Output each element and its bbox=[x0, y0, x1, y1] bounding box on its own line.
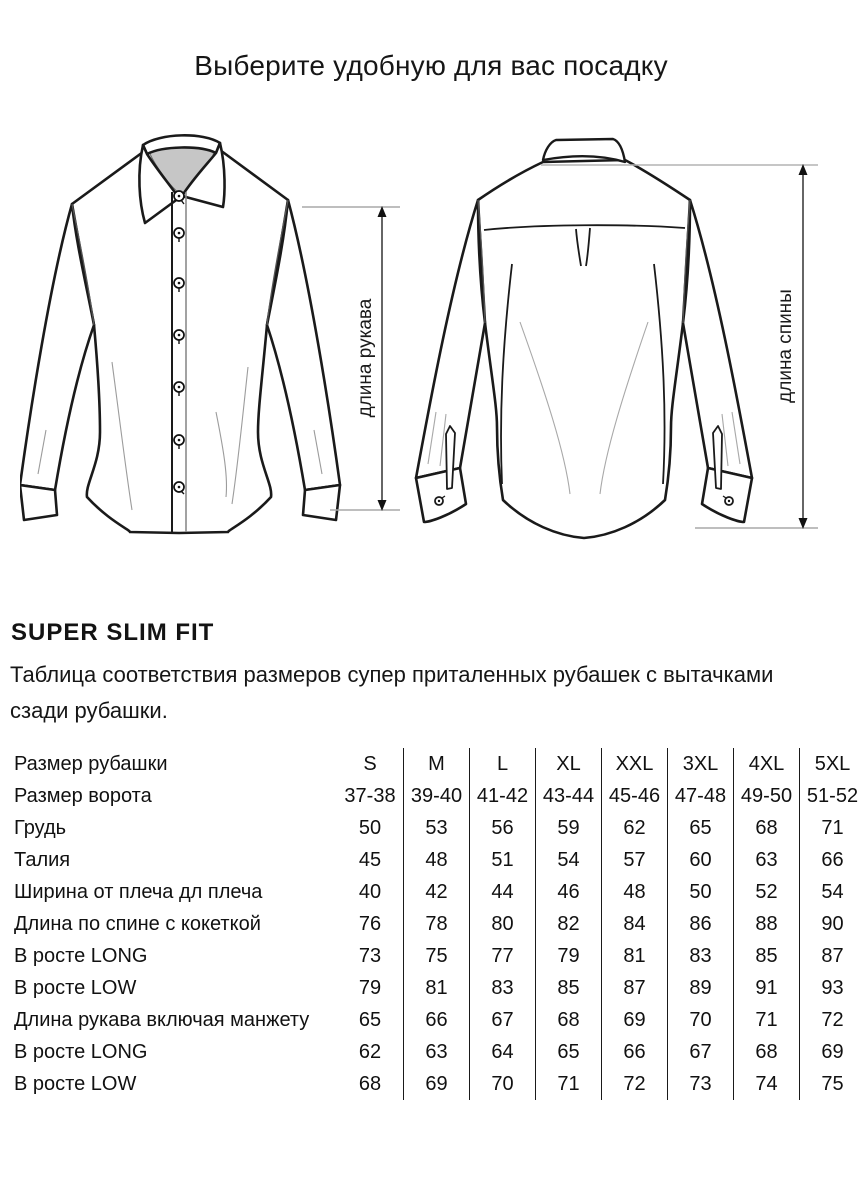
table-row bbox=[0, 748, 862, 780]
size-value: XXL bbox=[601, 748, 667, 780]
size-value: 51-52 bbox=[799, 780, 862, 812]
dimension-annotations bbox=[0, 112, 862, 582]
row-label: В росте LONG bbox=[14, 944, 148, 967]
size-value: 50 bbox=[667, 876, 733, 908]
size-value: 81 bbox=[403, 972, 469, 1004]
size-value: 65 bbox=[358, 1008, 382, 1031]
size-value: 42 bbox=[403, 876, 469, 908]
size-value: 3XL bbox=[667, 748, 733, 780]
size-value: 72 bbox=[601, 1068, 667, 1100]
size-value: 4XL bbox=[733, 748, 799, 780]
size-value: 69 bbox=[799, 1036, 862, 1068]
sleeve-length-arrow bbox=[378, 206, 387, 511]
row-label: Длина рукава включая манжету bbox=[14, 1008, 310, 1031]
size-value: 63 bbox=[403, 1036, 469, 1068]
section-description: Таблица соответствия размеров супер приталенных рубашек с вытачками сзади рубашки. bbox=[10, 662, 774, 723]
size-value: 78 bbox=[403, 908, 469, 940]
size-value: 64 bbox=[469, 1036, 535, 1068]
size-value: 44 bbox=[469, 876, 535, 908]
size-value: 66 bbox=[601, 1036, 667, 1068]
size-value: 50 bbox=[358, 816, 382, 839]
page-title: Выберите удобную для вас посадку bbox=[194, 50, 668, 81]
size-value: M bbox=[403, 748, 469, 780]
size-value: 59 bbox=[535, 812, 601, 844]
size-value: 68 bbox=[358, 1072, 382, 1095]
size-value: 43-44 bbox=[535, 780, 601, 812]
size-value: 52 bbox=[733, 876, 799, 908]
size-value: 40 bbox=[358, 880, 382, 903]
row-label: Длина по спине с кокеткой bbox=[14, 912, 261, 935]
size-value: 70 bbox=[667, 1004, 733, 1036]
size-value: 73 bbox=[358, 944, 382, 967]
size-value: 89 bbox=[667, 972, 733, 1004]
size-value: 80 bbox=[469, 908, 535, 940]
row-label: Талия bbox=[14, 848, 71, 871]
size-value: 86 bbox=[667, 908, 733, 940]
size-value: 91 bbox=[733, 972, 799, 1004]
size-value: 39-40 bbox=[403, 780, 469, 812]
size-value: 90 bbox=[799, 908, 862, 940]
table-row bbox=[0, 908, 862, 940]
size-value: 37-38 bbox=[344, 784, 396, 807]
size-value: 68 bbox=[535, 1004, 601, 1036]
size-value: 51 bbox=[469, 844, 535, 876]
size-value: 72 bbox=[799, 1004, 862, 1036]
table-row bbox=[0, 812, 862, 844]
size-value: 83 bbox=[469, 972, 535, 1004]
size-value: 93 bbox=[799, 972, 862, 1004]
size-value: 81 bbox=[601, 940, 667, 972]
size-value: 65 bbox=[535, 1036, 601, 1068]
size-value: 65 bbox=[667, 812, 733, 844]
size-value: 54 bbox=[535, 844, 601, 876]
size-value: 66 bbox=[799, 844, 862, 876]
size-value: 68 bbox=[733, 812, 799, 844]
size-value: 71 bbox=[733, 1004, 799, 1036]
size-value: 87 bbox=[601, 972, 667, 1004]
table-row bbox=[0, 940, 862, 972]
size-value: 62 bbox=[358, 1040, 382, 1063]
size-value: 84 bbox=[601, 908, 667, 940]
size-value: 63 bbox=[733, 844, 799, 876]
size-value: 87 bbox=[799, 940, 862, 972]
size-value: 85 bbox=[535, 972, 601, 1004]
size-value: 83 bbox=[667, 940, 733, 972]
size-value: 85 bbox=[733, 940, 799, 972]
size-value: 60 bbox=[667, 844, 733, 876]
back-length-arrow bbox=[799, 164, 808, 529]
size-value: 74 bbox=[733, 1068, 799, 1100]
size-value: 56 bbox=[469, 812, 535, 844]
size-value: 67 bbox=[667, 1036, 733, 1068]
size-value: 77 bbox=[469, 940, 535, 972]
size-value: 76 bbox=[358, 912, 382, 935]
size-value: 48 bbox=[601, 876, 667, 908]
size-value: 69 bbox=[403, 1068, 469, 1100]
table-row bbox=[0, 1068, 862, 1100]
size-value: 54 bbox=[799, 876, 862, 908]
size-value: 41-42 bbox=[469, 780, 535, 812]
row-label: Размер рубашки bbox=[14, 752, 168, 775]
size-value: 46 bbox=[535, 876, 601, 908]
row-label: Грудь bbox=[14, 816, 67, 839]
size-value: 45-46 bbox=[601, 780, 667, 812]
sleeve-length-label: длина рукава bbox=[355, 298, 376, 418]
size-value: XL bbox=[535, 748, 601, 780]
size-value: 69 bbox=[601, 1004, 667, 1036]
size-value: 71 bbox=[799, 812, 862, 844]
size-value: 62 bbox=[601, 812, 667, 844]
size-value: 5XL bbox=[799, 748, 862, 780]
size-value: 82 bbox=[535, 908, 601, 940]
size-value: 49-50 bbox=[733, 780, 799, 812]
size-value: 71 bbox=[535, 1068, 601, 1100]
section-heading: SUPER SLIM FIT bbox=[11, 619, 215, 646]
size-value: 47-48 bbox=[667, 780, 733, 812]
size-value: 79 bbox=[535, 940, 601, 972]
row-label: Ширина от плеча дл плеча bbox=[14, 880, 263, 903]
size-value: 75 bbox=[403, 940, 469, 972]
row-label: Размер ворота bbox=[14, 784, 152, 807]
size-value: 73 bbox=[667, 1068, 733, 1100]
size-value: 79 bbox=[358, 976, 382, 999]
size-value: 70 bbox=[469, 1068, 535, 1100]
table-row bbox=[0, 780, 862, 812]
table-row bbox=[0, 972, 862, 1004]
table-row bbox=[0, 1036, 862, 1068]
size-value: S bbox=[363, 752, 377, 775]
row-label: В росте LOW bbox=[14, 976, 137, 999]
size-value: 88 bbox=[733, 908, 799, 940]
size-value: 57 bbox=[601, 844, 667, 876]
size-table bbox=[0, 748, 862, 1100]
size-value: 48 bbox=[403, 844, 469, 876]
table-row bbox=[0, 844, 862, 876]
table-row bbox=[0, 876, 862, 908]
row-label: В росте LONG bbox=[14, 1040, 148, 1063]
size-value: L bbox=[469, 748, 535, 780]
size-value: 45 bbox=[358, 848, 382, 871]
row-label: В росте LOW bbox=[14, 1072, 137, 1095]
back-length-label: длина спины bbox=[775, 289, 796, 403]
table-row bbox=[0, 1004, 862, 1036]
size-value: 66 bbox=[403, 1004, 469, 1036]
size-value: 75 bbox=[799, 1068, 862, 1100]
size-value: 67 bbox=[469, 1004, 535, 1036]
size-value: 53 bbox=[403, 812, 469, 844]
size-value: 68 bbox=[733, 1036, 799, 1068]
